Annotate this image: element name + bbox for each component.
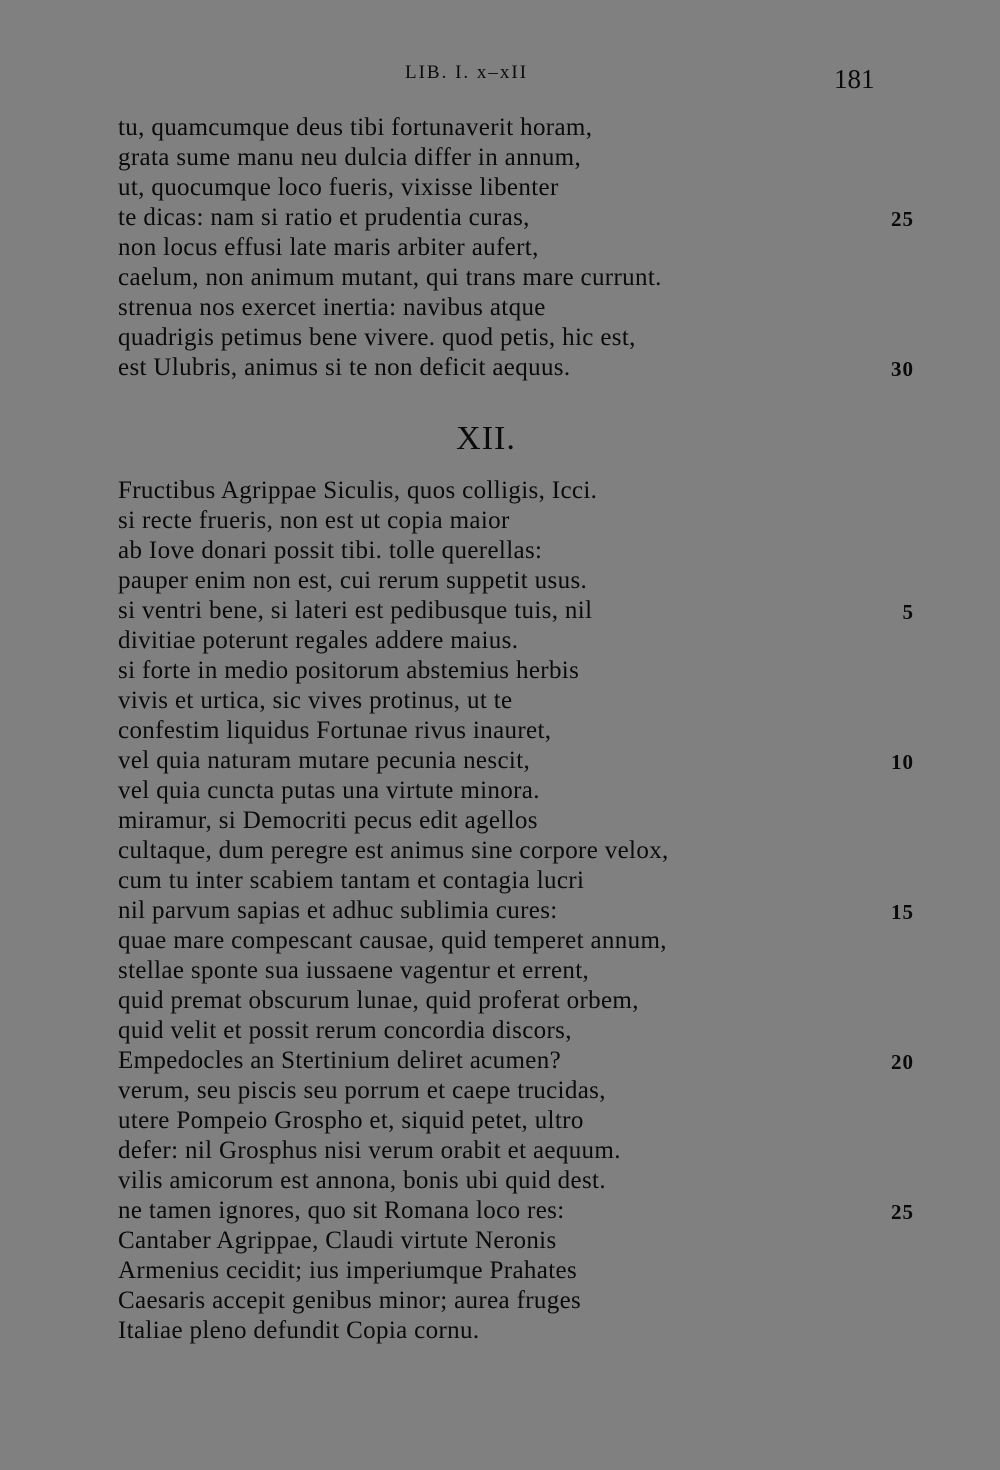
- verse-text: grata sume manu neu dulcia differ in annum,: [118, 144, 582, 171]
- verse-text: Fructibus Agrippae Siculis, quos colligis, Icci.: [118, 477, 598, 504]
- verse-line: [0, 1016, 1000, 1046]
- verse-text: quid velit et possit rerum concordia discors,: [118, 1017, 572, 1044]
- verse-line: [0, 476, 1000, 506]
- verse-text: confestim liquidus Fortunae rivus inauret,: [118, 717, 552, 744]
- verse-line: [0, 776, 1000, 806]
- verse-line: [0, 806, 1000, 836]
- verse-line: [0, 596, 1000, 626]
- verse-line: [0, 263, 1000, 293]
- poem-xii: [0, 476, 1000, 1346]
- poem-xi-ending: [0, 113, 1000, 383]
- verse-text: tu, quamcumque deus tibi fortunaverit horam,: [118, 114, 593, 141]
- running-head: [0, 62, 1000, 92]
- line-number: 25: [891, 207, 914, 231]
- verse-line: [0, 173, 1000, 203]
- verse-line: [0, 1286, 1000, 1316]
- verse-text: ut, quocumque loco fueris, vixisse libenter: [118, 174, 559, 201]
- verse-text: Empedocles an Stertinium deliret acumen?: [118, 1047, 562, 1074]
- running-title: LIB. I. x–xII: [405, 62, 529, 83]
- verse-line: [0, 1256, 1000, 1286]
- verse-line: [0, 926, 1000, 956]
- verse-text: te dicas: nam si ratio et prudentia curas,: [118, 204, 530, 231]
- verse-line: [0, 896, 1000, 926]
- verse-text: miramur, si Democriti pecus edit agellos: [118, 807, 538, 834]
- verse-line: [0, 203, 1000, 233]
- verse-text: Italiae pleno defundit Copia cornu.: [118, 1317, 480, 1344]
- verse-line: [0, 986, 1000, 1016]
- verse-line: [0, 323, 1000, 353]
- verse-line: [0, 1166, 1000, 1196]
- verse-line: [0, 353, 1000, 383]
- verse-line: [0, 1196, 1000, 1226]
- verse-line: [0, 1136, 1000, 1166]
- verse-line: [0, 293, 1000, 323]
- poem-heading-text: XII.: [456, 420, 516, 457]
- verse-line: [0, 1106, 1000, 1136]
- verse-text: si ventri bene, si lateri est pedibusque tuis, nil: [118, 597, 593, 624]
- line-number: 20: [891, 1050, 914, 1074]
- verse-line: [0, 746, 1000, 776]
- verse-text: pauper enim non est, cui rerum suppetit usus.: [118, 567, 588, 594]
- verse-text: vivis et urtica, sic vives protinus, ut te: [118, 687, 513, 714]
- verse-line: [0, 1076, 1000, 1106]
- poem-heading: [0, 420, 1000, 458]
- verse-text: vel quia naturam mutare pecunia nescit,: [118, 747, 531, 774]
- verse-text: defer: nil Grosphus nisi verum orabit et aequum.: [118, 1137, 621, 1164]
- verse-text: non locus effusi late maris arbiter aufert,: [118, 234, 539, 261]
- verse-text: si recte frueris, non est ut copia maior: [118, 507, 510, 534]
- verse-text: est Ulubris, animus si te non deficit aequus.: [118, 354, 571, 381]
- line-number: 30: [891, 357, 914, 381]
- line-number: 5: [902, 600, 914, 624]
- verse-line: [0, 686, 1000, 716]
- verse-text: vel quia cuncta putas una virtute minora.: [118, 777, 540, 804]
- verse-text: caelum, non animum mutant, qui trans mare currunt.: [118, 264, 662, 291]
- verse-text: ab Iove donari possit tibi. tolle querellas:: [118, 537, 543, 564]
- line-number: 15: [891, 900, 914, 924]
- verse-text: cum tu inter scabiem tantam et contagia lucri: [118, 867, 585, 894]
- verse-text: strenua nos exercet inertia: navibus atque: [118, 294, 546, 321]
- verse-text: utere Pompeio Grospho et, siquid petet, ultro: [118, 1107, 584, 1134]
- verse-line: [0, 836, 1000, 866]
- verse-text: Cantaber Agrippae, Claudi virtute Neronis: [118, 1227, 557, 1254]
- verse-text: ne tamen ignores, quo sit Romana loco res:: [118, 1197, 565, 1224]
- verse-line: [0, 506, 1000, 536]
- verse-text: quadrigis petimus bene vivere. quod petis, hic est,: [118, 324, 636, 351]
- verse-text: quid premat obscurum lunae, quid proferat orbem,: [118, 987, 639, 1014]
- verse-line: [0, 143, 1000, 173]
- verse-text: divitiae poterunt regales addere maius.: [118, 627, 519, 654]
- verse-text: nil parvum sapias et adhuc sublimia cures:: [118, 897, 558, 924]
- verse-text: quae mare compescant causae, quid temperet annum,: [118, 927, 667, 954]
- verse-text: si forte in medio positorum abstemius herbis: [118, 657, 580, 684]
- verse-line: [0, 866, 1000, 896]
- verse-text: Armenius cecidit; ius imperiumque Prahates: [118, 1257, 578, 1284]
- verse-text: verum, seu piscis seu porrum et caepe trucidas,: [118, 1077, 606, 1104]
- page-number: 181: [834, 64, 875, 94]
- verse-line: [0, 566, 1000, 596]
- verse-text: cultaque, dum peregre est animus sine corpore velox,: [118, 837, 669, 864]
- verse-text: Caesaris accepit genibus minor; aurea fruges: [118, 1287, 582, 1314]
- line-number: 10: [891, 750, 914, 774]
- verse-line: [0, 1046, 1000, 1076]
- verse-text: stellae sponte sua iussaene vagentur et errent,: [118, 957, 590, 984]
- verse-line: [0, 233, 1000, 263]
- line-number: 25: [891, 1200, 914, 1224]
- verse-line: [0, 536, 1000, 566]
- verse-line: [0, 716, 1000, 746]
- verse-line: [0, 626, 1000, 656]
- verse-line: [0, 956, 1000, 986]
- verse-line: [0, 656, 1000, 686]
- verse-line: [0, 1316, 1000, 1346]
- verse-text: vilis amicorum est annona, bonis ubi quid dest.: [118, 1167, 606, 1194]
- verse-line: [0, 1226, 1000, 1256]
- verse-line: [0, 113, 1000, 143]
